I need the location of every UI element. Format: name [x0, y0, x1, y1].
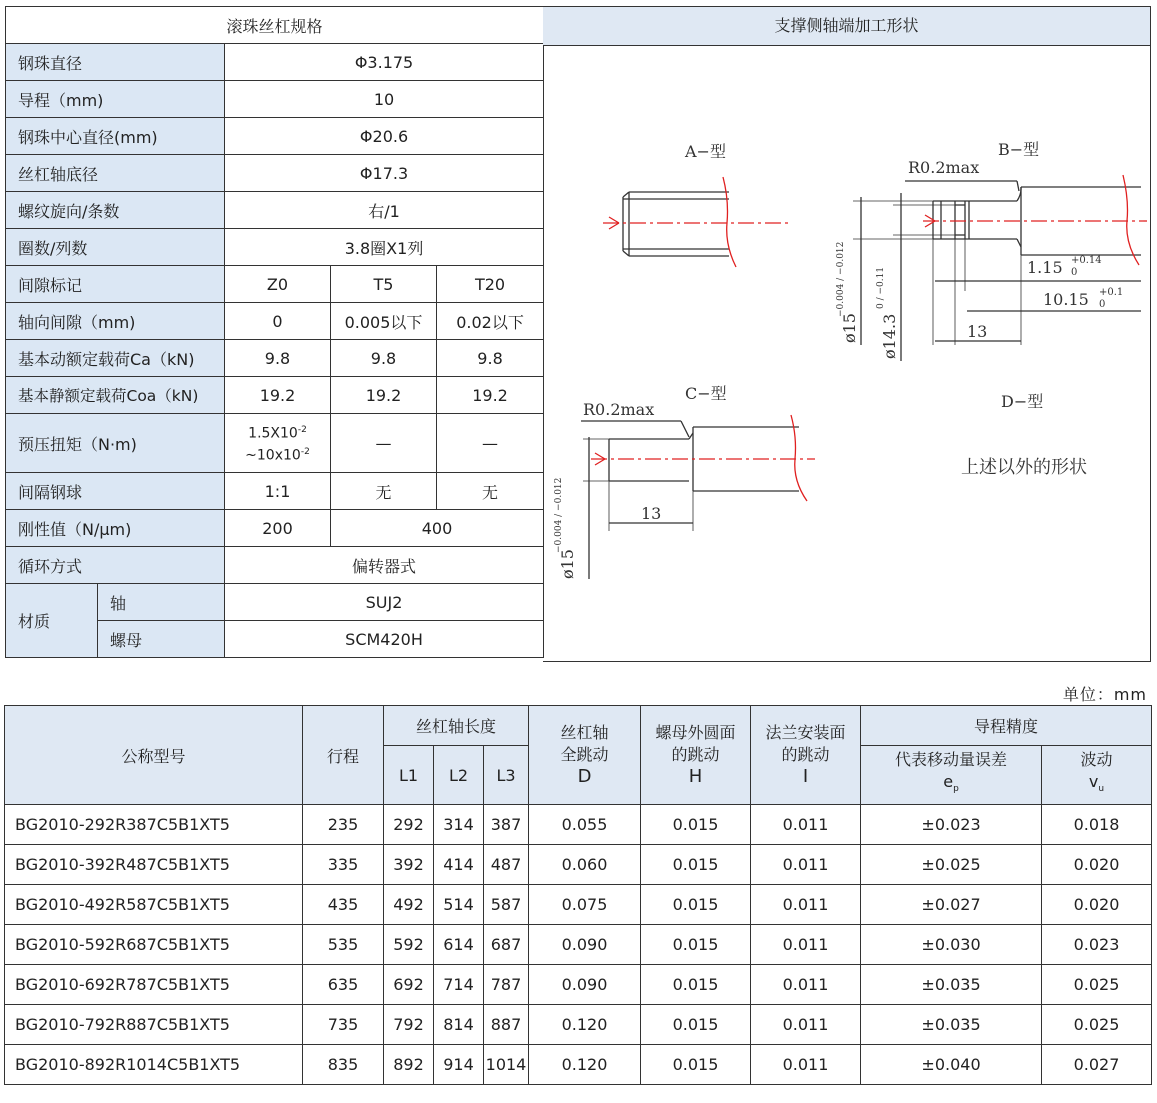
cell-model: BG2010-792R887C5B1XT5 — [5, 1005, 303, 1045]
cell-stroke: 535 — [303, 925, 384, 965]
spec-row-material-shaft — [6, 584, 544, 621]
header-runout-i-l1: 法兰安装面 — [765, 723, 846, 742]
type-b-dim-10-15: 10.15 — [1043, 290, 1089, 309]
cell-h: 0.015 — [641, 845, 751, 885]
spec-row-rigidity — [6, 510, 544, 547]
spec-row-coa — [6, 377, 544, 414]
header-runout-i-l2: 的跳动 — [781, 745, 830, 764]
cell-h: 0.015 — [641, 925, 751, 965]
header-model: 公称型号 — [5, 706, 303, 805]
unit-label: 单位：mm — [1062, 685, 1147, 704]
spec-label: 钢珠中心直径(mm) — [6, 118, 225, 155]
spec-value: 0.005以下 — [331, 303, 437, 340]
cell-stroke: 735 — [303, 1005, 384, 1045]
spec-value: 无 — [331, 473, 437, 510]
cell-vu: 0.023 — [1042, 925, 1152, 965]
spec-label: 基本动额定载荷Ca（kN) — [6, 340, 225, 377]
cell-i: 0.011 — [751, 965, 861, 1005]
spec-value: Φ20.6 — [225, 118, 544, 155]
spec-label: 循环方式 — [6, 547, 225, 584]
spec-row-lead — [6, 81, 544, 118]
cell-l3: 587 — [484, 885, 529, 925]
type-d-description: 上述以外的形状 — [961, 457, 1087, 478]
type-b-phi15: ø15 — [840, 313, 859, 343]
cell-h: 0.015 — [641, 1005, 751, 1045]
header-runout-i — [751, 706, 861, 805]
cell-model: BG2010-692R787C5B1XT5 — [5, 965, 303, 1005]
cell-i: 0.011 — [751, 885, 861, 925]
cell-l3: 487 — [484, 845, 529, 885]
header-runout-i-sym: I — [802, 766, 809, 787]
cell-i: 0.011 — [751, 1005, 861, 1045]
spec-value: 3.8圈X1列 — [225, 229, 544, 266]
shaft-end-drawing-panel — [543, 6, 1151, 662]
spec-value: — — [437, 414, 544, 473]
cell-i: 0.011 — [751, 925, 861, 965]
spec-value-z0: Z0 — [225, 266, 331, 303]
header-runout-h-l1: 螺母外圆面 — [655, 723, 736, 742]
type-c-phi15-tol: −0.004 / −0.012 — [554, 477, 564, 553]
cell-ep: ±0.035 — [861, 965, 1042, 1005]
header-ep-sub: p — [953, 784, 959, 795]
spec-header: 滚珠丝杠规格 — [6, 7, 544, 44]
cell-l3: 1014 — [484, 1045, 529, 1085]
header-runout-d-l2: 全跳动 — [560, 745, 609, 764]
spec-value-nut: SCM420H — [225, 621, 544, 658]
type-b-dim-1-15: 1.15 — [1027, 258, 1063, 277]
cell-ep: ±0.030 — [861, 925, 1042, 965]
header-lead-accuracy: 导程精度 — [861, 706, 1152, 746]
spec-value: 10 — [225, 81, 544, 118]
header-runout-d — [529, 706, 641, 805]
spec-label-shaft: 轴 — [98, 584, 225, 621]
spec-label: 钢珠直径 — [6, 44, 225, 81]
type-a-drawing — [603, 177, 789, 267]
type-b-phi15-group — [836, 242, 859, 343]
spec-row-circulation — [6, 547, 544, 584]
header-stroke: 行程 — [303, 706, 384, 805]
cell-stroke: 635 — [303, 965, 384, 1005]
spec-row-preload — [6, 414, 544, 473]
cell-vu: 0.027 — [1042, 1045, 1152, 1085]
header-vu-label: 波动 — [1080, 750, 1113, 770]
type-c-label: C−型 — [685, 384, 727, 403]
table-row — [5, 845, 1152, 885]
table-row — [5, 965, 1152, 1005]
cell-h: 0.015 — [641, 805, 751, 845]
spec-value: — — [331, 414, 437, 473]
cell-stroke: 335 — [303, 845, 384, 885]
cell-i: 0.011 — [751, 805, 861, 845]
cell-ep: ±0.025 — [861, 845, 1042, 885]
spec-value-t20: T20 — [437, 266, 544, 303]
spec-value: 右/1 — [225, 192, 544, 229]
cell-l3: 387 — [484, 805, 529, 845]
type-b-phi15-tol: −0.004 / −0.012 — [836, 241, 846, 317]
cell-l3: 787 — [484, 965, 529, 1005]
spec-value: 9.8 — [331, 340, 437, 377]
table-row — [5, 805, 1152, 845]
table-row — [5, 925, 1152, 965]
cell-l2: 614 — [434, 925, 484, 965]
cell-ep: ±0.035 — [861, 1005, 1042, 1045]
cell-l1: 592 — [384, 925, 434, 965]
cell-l2: 514 — [434, 885, 484, 925]
type-b-phi14-group — [876, 267, 899, 359]
spec-label-material: 材质 — [6, 584, 98, 658]
spec-row-axial-clearance — [6, 303, 544, 340]
header-l1: L1 — [384, 746, 434, 805]
cell-l2: 914 — [434, 1045, 484, 1085]
cell-l1: 792 — [384, 1005, 434, 1045]
cell-d: 0.120 — [529, 1005, 641, 1045]
spec-value: 0.02以下 — [437, 303, 544, 340]
cell-d: 0.120 — [529, 1045, 641, 1085]
header-runout-h-sym: H — [688, 766, 703, 787]
header-vu — [1042, 746, 1152, 805]
type-b-phi14-tol: 0 / −0.11 — [876, 266, 886, 309]
spec-label: 预压扭矩（N·m) — [6, 414, 225, 473]
cell-vu: 0.025 — [1042, 1005, 1152, 1045]
spec-value: Φ3.175 — [225, 44, 544, 81]
header-vu-sym: v — [1088, 772, 1099, 792]
header-shaft-length: 丝杠轴长度 — [384, 706, 529, 746]
cell-l2: 814 — [434, 1005, 484, 1045]
cell-d: 0.055 — [529, 805, 641, 845]
header-l3: L3 — [484, 746, 529, 805]
cell-stroke: 435 — [303, 885, 384, 925]
spec-label: 基本静额定载荷Coa（kN) — [6, 377, 225, 414]
cell-h: 0.015 — [641, 885, 751, 925]
cell-l1: 292 — [384, 805, 434, 845]
spec-label: 螺纹旋向/条数 — [6, 192, 225, 229]
spec-label: 间隔钢球 — [6, 473, 225, 510]
spec-value: 偏转器式 — [225, 547, 544, 584]
drawing-header: 支撑侧轴端加工形状 — [543, 7, 1150, 46]
cell-model: BG2010-392R487C5B1XT5 — [5, 845, 303, 885]
header-l2: L2 — [434, 746, 484, 805]
cell-ep: ±0.040 — [861, 1045, 1042, 1085]
cell-l1: 492 — [384, 885, 434, 925]
cell-i: 0.011 — [751, 1045, 861, 1085]
spec-value: 0 — [225, 303, 331, 340]
spec-row-clearance-mark — [6, 266, 544, 303]
preload-max: ~10x10 — [245, 447, 301, 464]
preload-min-exp: -2 — [297, 425, 307, 436]
spec-value: 1:1 — [225, 473, 331, 510]
spec-row-ca — [6, 340, 544, 377]
type-b-dim-10-15-tol-up: +0.1 — [1099, 287, 1124, 298]
spec-value-preload-range — [225, 414, 331, 473]
header-runout-d-l1: 丝杠轴 — [560, 723, 609, 742]
spec-value: Φ17.3 — [225, 155, 544, 192]
spec-label: 导程（mm) — [6, 81, 225, 118]
spec-value: 9.8 — [437, 340, 544, 377]
type-b-dim-13: 13 — [967, 322, 988, 341]
table-row — [5, 885, 1152, 925]
table-row — [5, 1005, 1152, 1045]
type-d-label: D−型 — [1001, 392, 1044, 411]
cell-ep: ±0.027 — [861, 885, 1042, 925]
spec-row-turns — [6, 229, 544, 266]
cell-l3: 887 — [484, 1005, 529, 1045]
spec-row-spacer — [6, 473, 544, 510]
type-b-dim-1-15-tol-lo: 0 — [1071, 267, 1078, 278]
cell-d: 0.075 — [529, 885, 641, 925]
spec-row-ball-dia — [6, 44, 544, 81]
header-runout-h — [641, 706, 751, 805]
spec-value: 200 — [225, 510, 331, 547]
cell-l2: 314 — [434, 805, 484, 845]
cell-d: 0.090 — [529, 925, 641, 965]
header-ep — [861, 746, 1042, 805]
cell-i: 0.011 — [751, 845, 861, 885]
model-rows — [5, 805, 1152, 1085]
spec-value-shaft: SUJ2 — [225, 584, 544, 621]
cell-l2: 714 — [434, 965, 484, 1005]
spec-value: 19.2 — [437, 377, 544, 414]
type-c-dim-13: 13 — [641, 504, 662, 523]
cell-l1: 892 — [384, 1045, 434, 1085]
spec-row-root-dia — [6, 155, 544, 192]
model-table — [4, 705, 1152, 1085]
header-runout-d-sym: D — [577, 766, 592, 787]
preload-min: 1.5X10 — [248, 426, 298, 442]
type-a-label: A−型 — [685, 142, 726, 161]
spec-row-pcd — [6, 118, 544, 155]
type-c-r-note: R0.2max — [583, 400, 655, 419]
cell-d: 0.060 — [529, 845, 641, 885]
shaft-end-drawing — [543, 45, 1150, 662]
cell-stroke: 235 — [303, 805, 384, 845]
cell-model: BG2010-592R687C5B1XT5 — [5, 925, 303, 965]
cell-h: 0.015 — [641, 965, 751, 1005]
cell-h: 0.015 — [641, 1045, 751, 1085]
cell-model: BG2010-292R387C5B1XT5 — [5, 805, 303, 845]
header-ep-sym: e — [943, 772, 954, 792]
cell-ep: ±0.023 — [861, 805, 1042, 845]
type-b-label: B−型 — [998, 140, 1040, 159]
cell-l2: 414 — [434, 845, 484, 885]
header-ep-label: 代表移动量误差 — [895, 750, 1008, 770]
cell-vu: 0.018 — [1042, 805, 1152, 845]
spec-label-nut: 螺母 — [98, 621, 225, 658]
spec-label: 轴向间隙（mm) — [6, 303, 225, 340]
spec-value: 9.8 — [225, 340, 331, 377]
type-b-dim-1-15-tol-up: +0.14 — [1071, 255, 1102, 266]
type-c-drawing — [581, 415, 815, 579]
cell-model: BG2010-492R587C5B1XT5 — [5, 885, 303, 925]
cell-d: 0.090 — [529, 965, 641, 1005]
type-c-phi15-group — [554, 478, 577, 579]
cell-vu: 0.020 — [1042, 845, 1152, 885]
header-vu-sub: u — [1098, 784, 1105, 795]
spec-value: 无 — [437, 473, 544, 510]
spec-value: 400 — [331, 510, 544, 547]
spec-label: 间隙标记 — [6, 266, 225, 303]
model-header-row-1 — [5, 706, 1152, 746]
preload-max-exp: -2 — [300, 447, 310, 457]
type-c-phi15: ø15 — [558, 549, 577, 579]
table-row — [5, 1045, 1152, 1085]
spec-value: 19.2 — [225, 377, 331, 414]
spec-label: 丝杠轴底径 — [6, 155, 225, 192]
spec-value: 19.2 — [331, 377, 437, 414]
cell-l1: 692 — [384, 965, 434, 1005]
cell-model: BG2010-892R1014C5B1XT5 — [5, 1045, 303, 1085]
spec-table — [5, 6, 544, 658]
spec-label: 刚性值（N/μm) — [6, 510, 225, 547]
cell-l3: 687 — [484, 925, 529, 965]
cell-vu: 0.025 — [1042, 965, 1152, 1005]
spec-row-thread — [6, 192, 544, 229]
cell-vu: 0.020 — [1042, 885, 1152, 925]
spec-value-t5: T5 — [331, 266, 437, 303]
cell-l1: 392 — [384, 845, 434, 885]
spec-label: 圈数/列数 — [6, 229, 225, 266]
header-runout-h-l2: 的跳动 — [671, 745, 720, 764]
cell-stroke: 835 — [303, 1045, 384, 1085]
type-b-r-note: R0.2max — [908, 158, 980, 177]
type-b-dim-10-15-tol-lo: 0 — [1099, 299, 1106, 310]
type-b-phi14: ø14.3 — [880, 313, 899, 359]
